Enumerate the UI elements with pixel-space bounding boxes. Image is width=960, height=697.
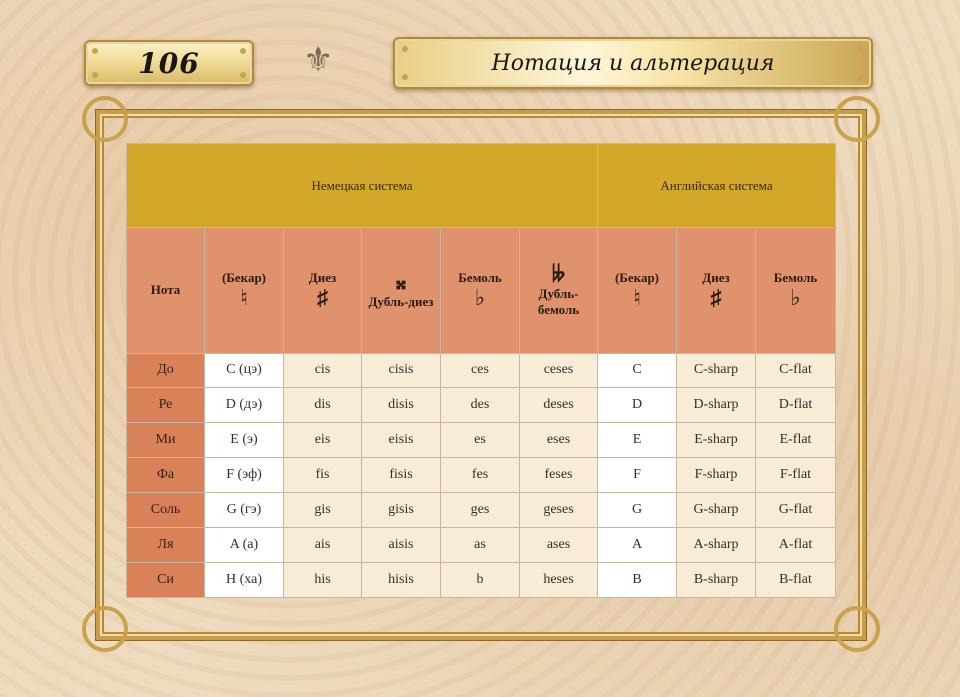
- eng-flat-cell: E-flat: [756, 423, 836, 458]
- double-sharp-cell: fisis: [362, 458, 441, 493]
- col-eng-sharp-header: [677, 228, 756, 353]
- natural-cell: G (гэ): [205, 493, 284, 528]
- sharp-cell: dis: [284, 388, 362, 423]
- page-number-plaque: [84, 40, 254, 86]
- double-flat-cell: ases: [520, 528, 598, 563]
- flat-cell: ces: [441, 353, 520, 388]
- eng-sharp-cell: C-sharp: [677, 353, 756, 388]
- sharp-cell: fis: [284, 458, 362, 493]
- table-row: [127, 528, 836, 563]
- german-system-header: Немецкая система: [127, 144, 598, 228]
- plaque-dot-icon: [240, 48, 246, 54]
- eng-flat-cell: B-flat: [756, 563, 836, 598]
- col-eng-sharp-label: Диез: [702, 270, 730, 286]
- flat-cell: ges: [441, 493, 520, 528]
- sharp-cell: ais: [284, 528, 362, 563]
- table-row: [127, 353, 836, 388]
- flat-cell: des: [441, 388, 520, 423]
- double-sharp-icon: 𝄪: [396, 269, 406, 295]
- table-row: [127, 458, 836, 493]
- flat-icon: ♭: [474, 285, 486, 311]
- eng-sharp-cell: D-sharp: [677, 388, 756, 423]
- eng-natural-cell: A: [598, 528, 677, 563]
- double-sharp-cell: disis: [362, 388, 441, 423]
- eng-natural-cell: G: [598, 493, 677, 528]
- col-note-header: [127, 228, 205, 353]
- eng-natural-cell: F: [598, 458, 677, 493]
- natural-cell: C (цэ): [205, 353, 284, 388]
- natural-icon: ♮: [633, 285, 641, 311]
- col-eng-flat-header: [756, 228, 836, 353]
- eng-flat-cell: F-flat: [756, 458, 836, 493]
- page-number: 106: [138, 46, 200, 80]
- eng-flat-cell: G-flat: [756, 493, 836, 528]
- eng-flat-cell: A-flat: [756, 528, 836, 563]
- natural-icon: ♮: [240, 285, 248, 311]
- notation-table: [126, 143, 836, 598]
- flat-cell: b: [441, 563, 520, 598]
- sharp-cell: cis: [284, 353, 362, 388]
- plaque-dot-icon: [858, 74, 864, 80]
- col-flat-label: Бемоль: [458, 270, 502, 286]
- double-sharp-cell: eisis: [362, 423, 441, 458]
- col-double-sharp-label: Дубль-диез: [368, 294, 434, 310]
- eng-sharp-cell: B-sharp: [677, 563, 756, 598]
- plaque-dot-icon: [402, 46, 408, 52]
- double-sharp-cell: hisis: [362, 563, 441, 598]
- double-sharp-cell: gisis: [362, 493, 441, 528]
- note-cell: Си: [127, 563, 205, 598]
- double-flat-cell: geses: [520, 493, 598, 528]
- page-title-plaque: [393, 37, 873, 89]
- double-flat-icon: 𝄫: [551, 261, 566, 287]
- col-eng-natural-label: (Бекар): [614, 270, 660, 286]
- double-flat-cell: feses: [520, 458, 598, 493]
- eng-sharp-cell: E-sharp: [677, 423, 756, 458]
- natural-cell: H (ха): [205, 563, 284, 598]
- frame-corner-ornament-icon: [82, 96, 128, 142]
- frame-corner-ornament-icon: [834, 606, 880, 652]
- sharp-cell: gis: [284, 493, 362, 528]
- note-cell: Ля: [127, 528, 205, 563]
- col-flat-header: [441, 228, 520, 353]
- page-title: Нотация и альтерация: [491, 50, 775, 76]
- col-eng-natural-header: [598, 228, 677, 353]
- sharp-icon: ♯: [317, 285, 328, 311]
- note-cell: Соль: [127, 493, 205, 528]
- double-flat-cell: eses: [520, 423, 598, 458]
- table-row: [127, 423, 836, 458]
- frame-corner-ornament-icon: [834, 96, 880, 142]
- note-cell: Ре: [127, 388, 205, 423]
- sharp-cell: eis: [284, 423, 362, 458]
- double-flat-cell: heses: [520, 563, 598, 598]
- col-natural-label: (Бекар): [221, 270, 267, 286]
- natural-cell: F (эф): [205, 458, 284, 493]
- plaque-dot-icon: [240, 72, 246, 78]
- eng-natural-cell: B: [598, 563, 677, 598]
- col-double-sharp-header: [362, 228, 441, 353]
- double-flat-cell: ceses: [520, 353, 598, 388]
- flat-cell: as: [441, 528, 520, 563]
- plaque-dot-icon: [92, 48, 98, 54]
- eng-natural-cell: D: [598, 388, 677, 423]
- double-flat-cell: deses: [520, 388, 598, 423]
- eng-sharp-cell: F-sharp: [677, 458, 756, 493]
- double-sharp-cell: cisis: [362, 353, 441, 388]
- flat-cell: es: [441, 423, 520, 458]
- natural-cell: D (дэ): [205, 388, 284, 423]
- note-cell: До: [127, 353, 205, 388]
- col-sharp-header: [284, 228, 362, 353]
- eng-sharp-cell: G-sharp: [677, 493, 756, 528]
- double-sharp-cell: aisis: [362, 528, 441, 563]
- sharp-icon: ♯: [710, 285, 722, 311]
- eng-sharp-cell: A-sharp: [677, 528, 756, 563]
- plaque-dot-icon: [402, 74, 408, 80]
- fleur-ornament-icon: ⚜: [303, 42, 334, 79]
- eng-natural-cell: C: [598, 353, 677, 388]
- eng-natural-cell: E: [598, 423, 677, 458]
- english-system-header: Английская система: [598, 144, 836, 228]
- table-row: [127, 493, 836, 528]
- note-cell: Ми: [127, 423, 205, 458]
- col-eng-flat-label: Бемоль: [773, 270, 818, 286]
- eng-flat-cell: C-flat: [756, 353, 836, 388]
- col-natural-header: [205, 228, 284, 353]
- natural-cell: E (э): [205, 423, 284, 458]
- eng-flat-cell: D-flat: [756, 388, 836, 423]
- table-row: [127, 388, 836, 423]
- sharp-cell: his: [284, 563, 362, 598]
- frame-corner-ornament-icon: [82, 606, 128, 652]
- col-note-label: Нота: [150, 282, 181, 298]
- table-row: [127, 563, 836, 598]
- natural-cell: A (а): [205, 528, 284, 563]
- flat-cell: fes: [441, 458, 520, 493]
- plaque-dot-icon: [858, 46, 864, 52]
- col-double-flat-label: Дубль-бемоль: [537, 286, 580, 318]
- note-cell: Фа: [127, 458, 205, 493]
- flat-icon: ♭: [790, 285, 801, 311]
- col-double-flat-header: [520, 228, 598, 353]
- col-sharp-label: Диез: [308, 270, 337, 286]
- plaque-dot-icon: [92, 72, 98, 78]
